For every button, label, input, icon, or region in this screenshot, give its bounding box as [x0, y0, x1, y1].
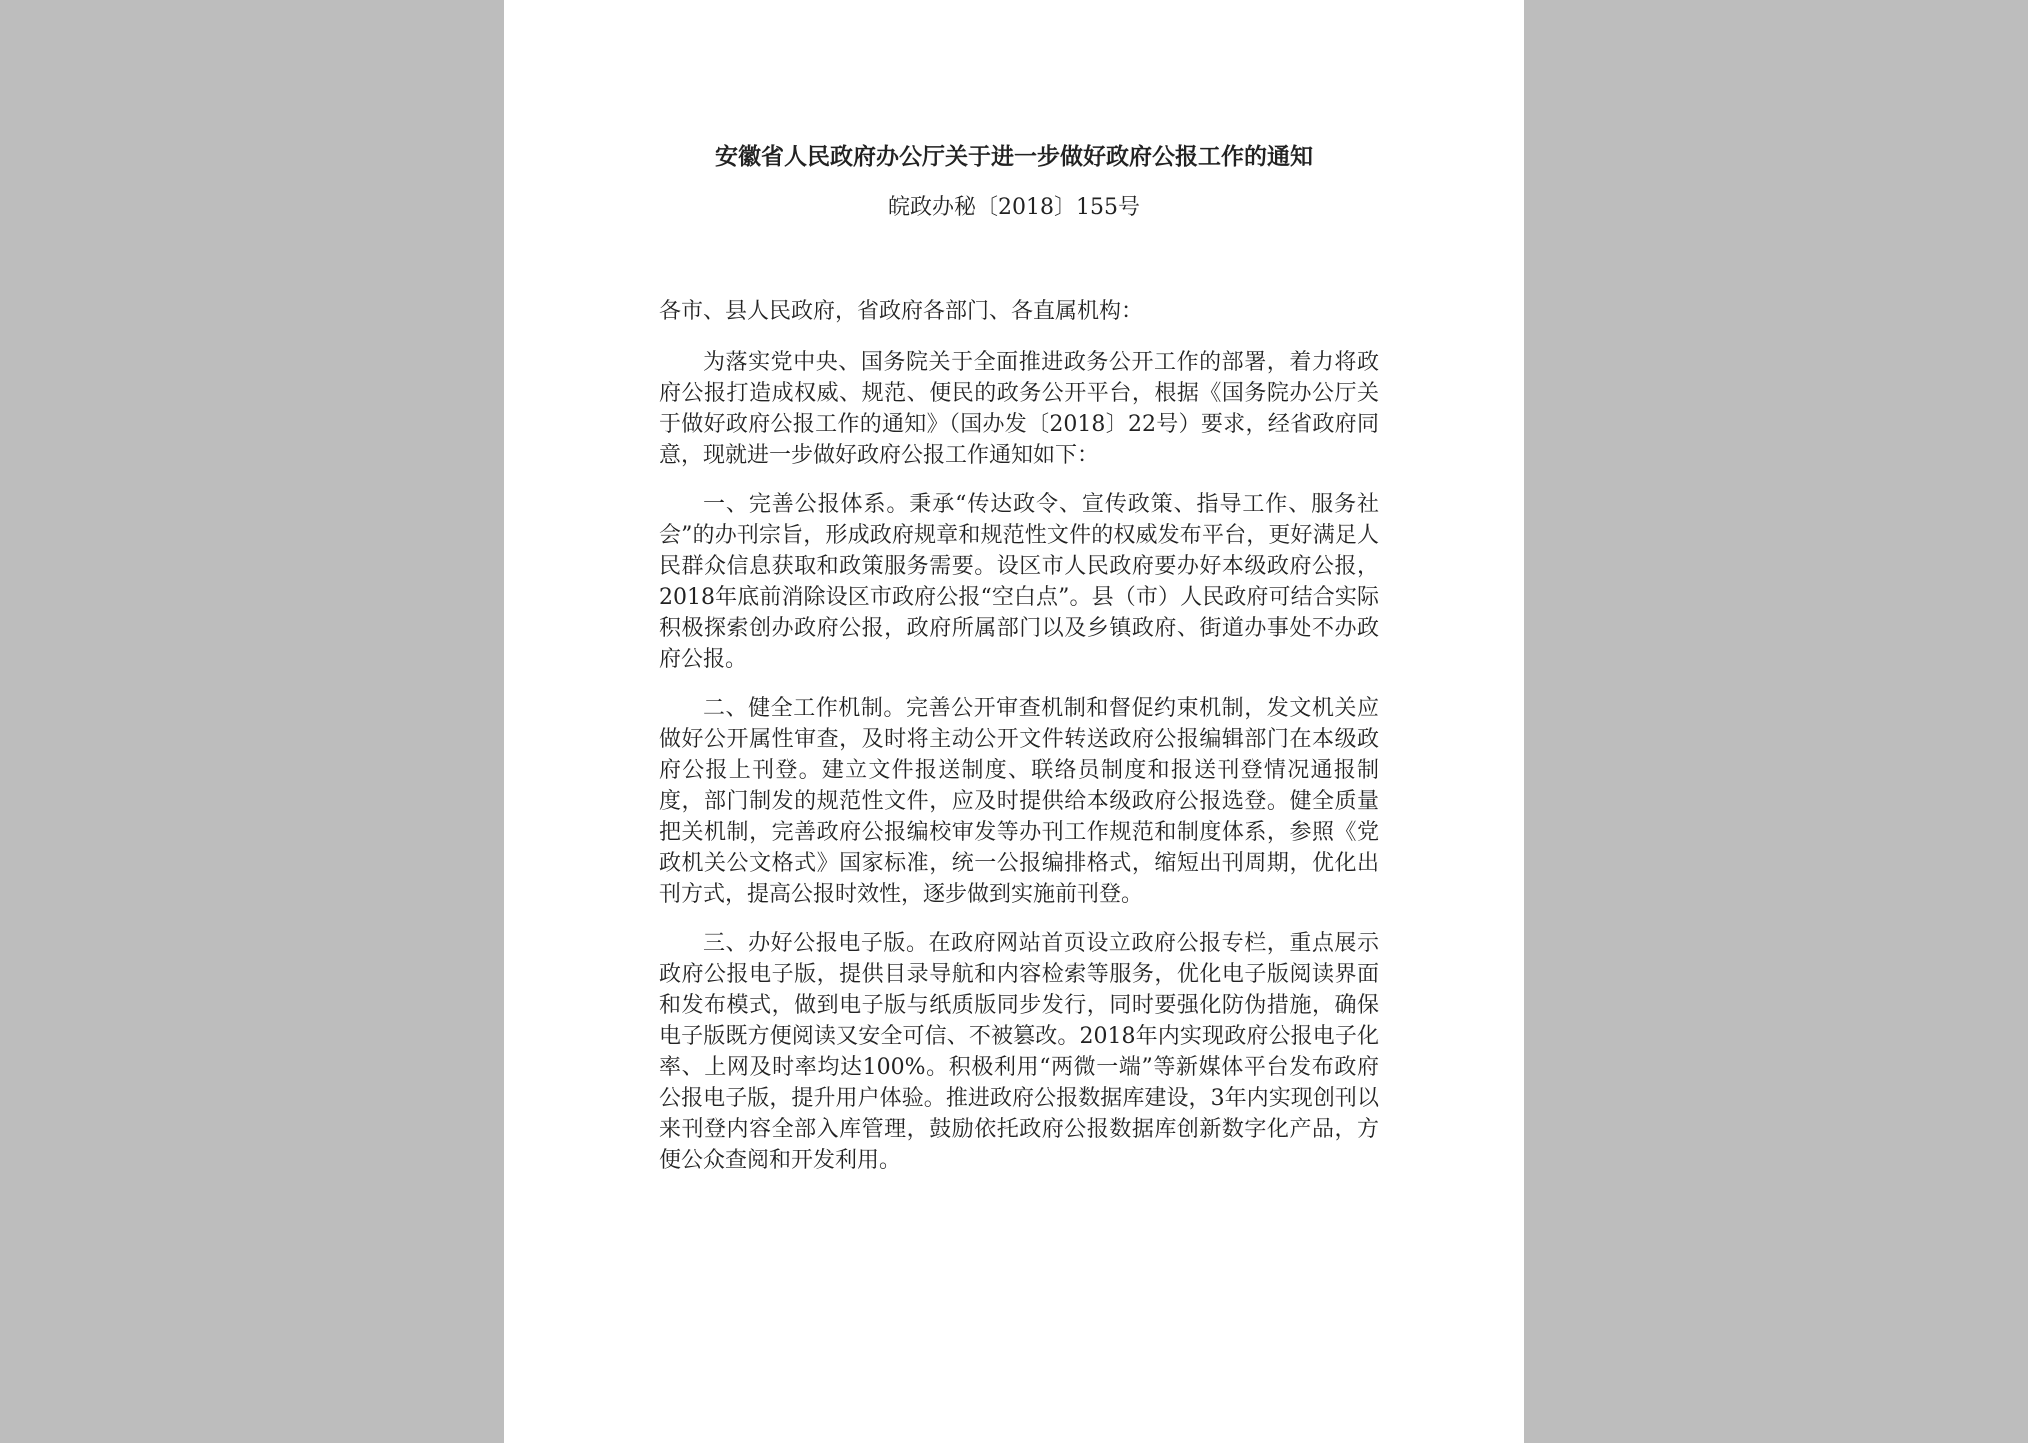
paragraph-section-1: 一、完善公报体系。秉承“传达政令、宣传政策、指导工作、服务社会”的办刊宗旨，形成政府规章和规范性文件的权威发布平台，更好满足人民群众信息获取和政策服务需要。设区市人民政府要办好本级政府公报，2018年底前消除设区市政府公报“空白点”。县（市）人民政府可结合实际积极探索创办政府公报，政府所属部门以及乡镇政府、街道办事处不办政府公报。	[659, 492, 1379, 672]
document-page	[504, 0, 1524, 1443]
salutation: 各市、县人民政府，省政府各部门、各直属机构：	[659, 299, 1144, 324]
document-title: 安徽省人民政府办公厅关于进一步做好政府公报工作的通知	[715, 143, 1313, 170]
paragraph-intro: 为落实党中央、国务院关于全面推进政务公开工作的部署，着力将政府公报打造成权威、规范、便民的政务公开平台，根据《国务院办公厅关于做好政府公报工作的通知》（国办发〔2018〕22号）要求，经省政府同意，现就进一步做好政府公报工作通知如下：	[659, 350, 1379, 468]
document-body	[659, 296, 1379, 1194]
paragraph-section-2: 二、健全工作机制。完善公开审查机制和督促约束机制，发文机关应做好公开属性审查，及时将主动公开文件转送政府公报编辑部门在本级政府公报上刊登。建立文件报送制度、联络员制度和报送刊登情况通报制度，部门制发的规范性文件，应及时提供给本级政府公报选登。健全质量把关机制，完善政府公报编校审发等办刊工作规范和制度体系，参照《党政机关公文格式》国家标准，统一公报编排格式，缩短出刊周期，优化出刊方式，提高公报时效性，逐步做到实施前刊登。	[659, 696, 1379, 907]
paragraph-section-3: 三、办好公报电子版。在政府网站首页设立政府公报专栏，重点展示政府公报电子版，提供目录导航和内容检索等服务，优化电子版阅读界面和发布模式，做到电子版与纸质版同步发行，同时要强化防伪措施，确保电子版既方便阅读又安全可信、不被篡改。2018年内实现政府公报电子化率、上网及时率均达100%。积极利用“两微一端”等新媒体平台发布政府公报电子版，提升用户体验。推进政府公报数据库建设，3年内实现创刊以来刊登内容全部入库管理，鼓励依托政府公报数据库创新数字化产品，方便公众查阅和开发利用。	[659, 931, 1379, 1173]
document-number: 皖政办秘〔2018〕155号	[888, 195, 1140, 220]
